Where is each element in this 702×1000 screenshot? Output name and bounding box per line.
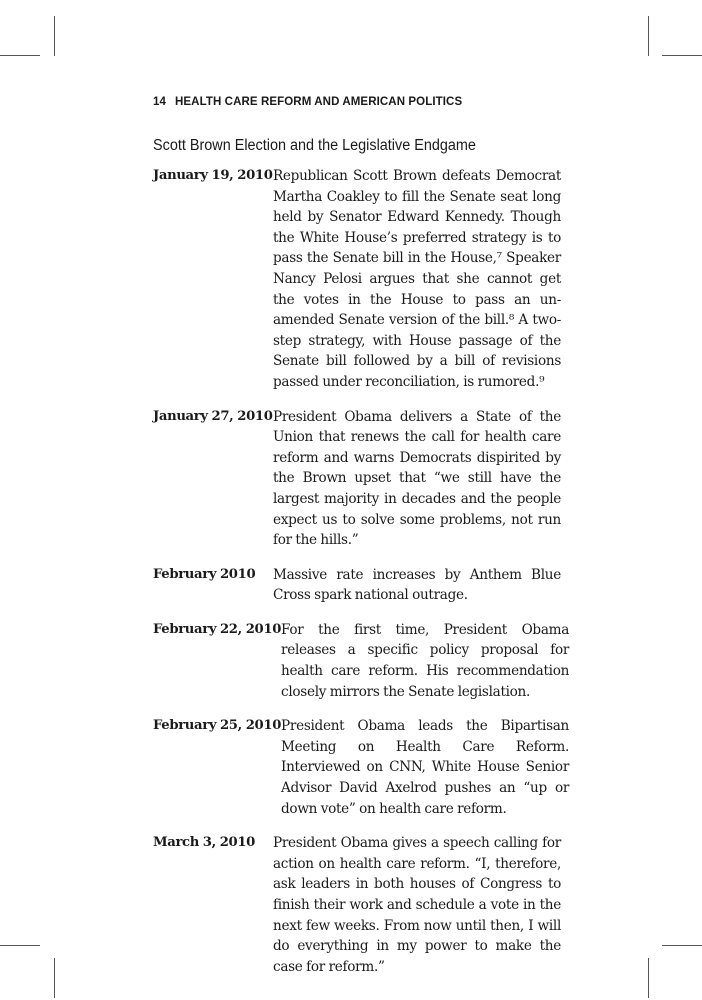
page-number: 14 bbox=[153, 96, 166, 108]
timeline-entry bbox=[153, 620, 570, 702]
crop-mark bbox=[54, 958, 55, 998]
entry-description: Massive rate increases by Anthem Blue Cross spark national outrage. bbox=[273, 566, 561, 604]
entry-description: President Obama leads the Bipartisan Meeting on Health Care Reform. Interviewed on CNN, White House Senior Advisor David Axelrod pushes an “up or down vote” on health care reform. bbox=[281, 718, 570, 817]
timeline-entry bbox=[153, 716, 570, 819]
entry-description: President Obama gives a speech calling for action on health care reform. “I, therefore, ask leaders in both houses of Congress to finish their work and schedule a vote in the next few weeks. From now until then, I will do everything in my power to make the case for reform.” bbox=[273, 835, 561, 975]
entry-date: February 22, 2010 bbox=[153, 621, 282, 637]
crop-mark bbox=[662, 55, 702, 56]
crop-mark bbox=[0, 945, 40, 946]
entry-date: January 27, 2010 bbox=[153, 408, 273, 424]
timeline-entry bbox=[153, 833, 561, 977]
entry-date: January 19, 2010 bbox=[153, 168, 273, 183]
crop-mark bbox=[648, 16, 649, 56]
entry-description: For the first time, President Obama releases a specific policy proposal for health care reform. His recommendation closely mirrors the Senate legislation. bbox=[281, 621, 570, 700]
entry-description: Republican Scott Brown defeats Democrat Martha Coakley to fill the Senate seat long held by Senator Edward Kennedy. Though the White House’s preferred strategy is to pass the Senate bill in the House,⁷ Speaker Nancy Pelosi argues that she cannot get the votes in the House to pass an un-amended Senate version of the bill.⁸ A two-step strategy, with House passage of the Senate bill followed by a bill of revisions passed under reconciliation, is rumored.⁹ bbox=[273, 168, 561, 390]
entry-date: March 3, 2010 bbox=[153, 835, 256, 851]
timeline-entry bbox=[153, 166, 561, 393]
crop-mark bbox=[648, 958, 649, 998]
running-head-title: HEALTH CARE REFORM AND AMERICAN POLITICS bbox=[175, 96, 463, 108]
timeline-entry bbox=[153, 565, 561, 606]
crop-mark bbox=[54, 16, 55, 56]
entry-date: February 25, 2010 bbox=[153, 718, 282, 734]
crop-mark bbox=[662, 945, 702, 946]
timeline-entry bbox=[153, 407, 561, 551]
running-head bbox=[153, 96, 462, 108]
entry-description: President Obama delivers a State of the Union that renews the call for health care reform and warns Democrats dispirited by the Brown upset that “we still have the largest majority in decades and the people expect us to solve some problems, not run for the hills.” bbox=[273, 408, 561, 549]
crop-mark bbox=[0, 55, 40, 56]
timeline bbox=[153, 166, 570, 991]
section-title: Scott Brown Election and the Legislative Endgame bbox=[153, 137, 476, 154]
entry-date: February 2010 bbox=[153, 566, 256, 582]
